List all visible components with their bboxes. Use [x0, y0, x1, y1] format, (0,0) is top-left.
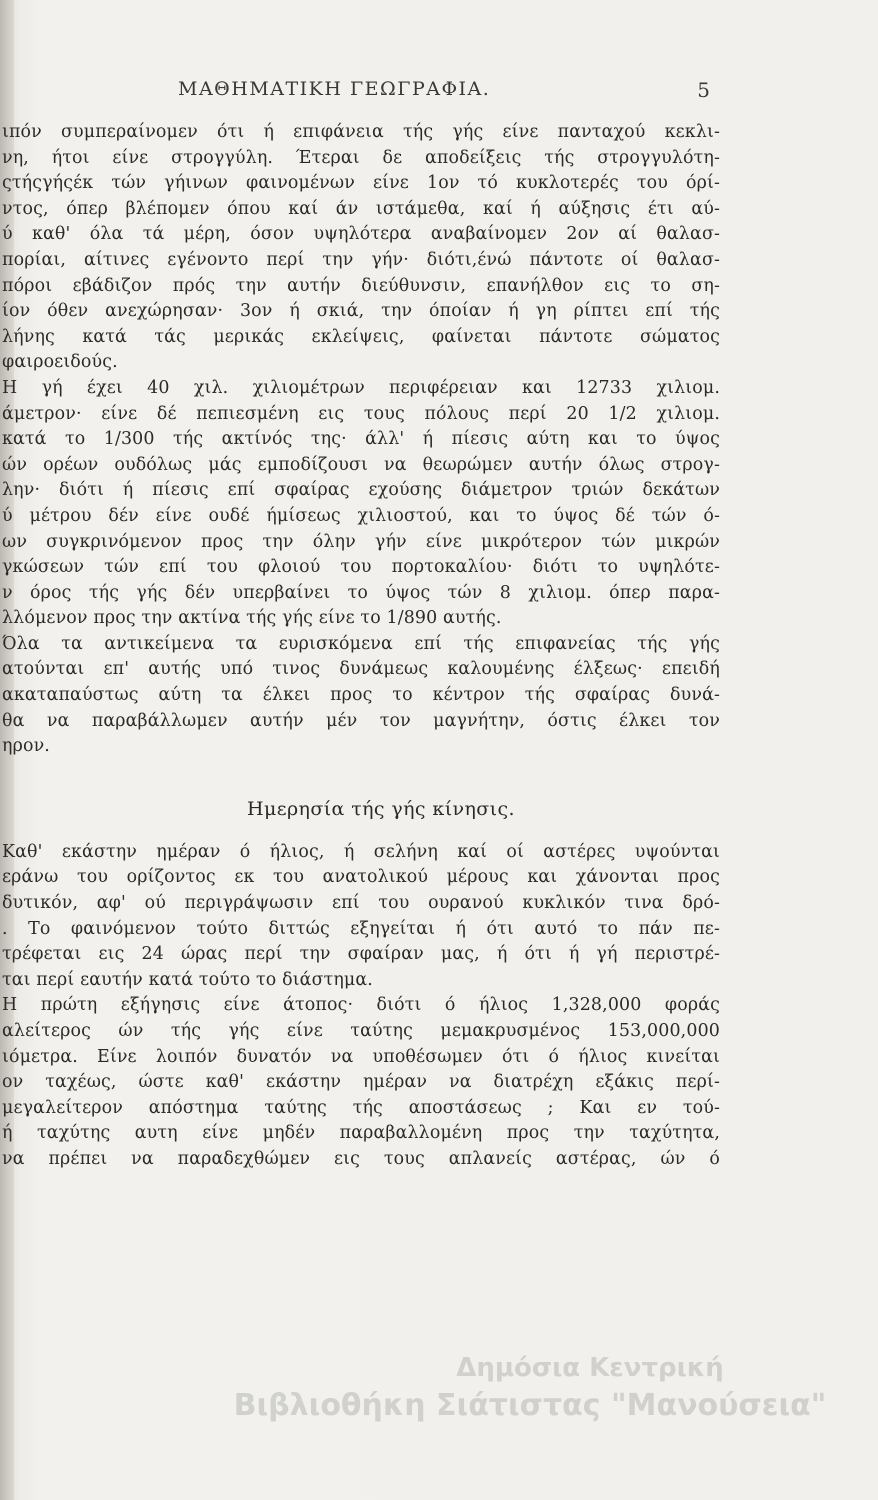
text-line: ύ καθ' όλα τά μέρη, όσον υψηλότερα αναβαίνομεν 2ον αί θαλασ-: [2, 224, 720, 245]
page-header: [0, 78, 878, 108]
text-line: πορίαι, αίτινες εγένοντο περί την γήν· διότι,ένώ πάντοτε οί θαλασ-: [2, 249, 720, 270]
text-line: ακαταπαύστως αύτη τα έλκει προς το κέντρον τής σφαίρας δυνά-: [2, 685, 720, 706]
text-line: ύ μέτρου δέν είνε ουδέ ήμίσεως χιλιοστού, και το ύψος δέ τών ό-: [2, 505, 720, 526]
text-line: ιόμετρα. Είνε λοιπόν δυνατόν να υποθέσωμεν ότι ό ήλιος κινείται: [2, 1046, 720, 1067]
text-line: γκώσεων τών επί του φλοιού του πορτοκαλίου· διότι το υψηλότε-: [2, 557, 720, 578]
paragraph-1: [2, 120, 720, 376]
text-line: ται περί εαυτήν κατά τούτο το διάστημα.: [2, 969, 373, 990]
text-line: μεγαλείτερον απόστημα ταύτης τής αποστάσεως ; Και εν τού-: [2, 1097, 720, 1118]
text-line: λλόμενον προς την ακτίνα τής γής είνε το 1/890 αυτής.: [2, 608, 502, 629]
text-line: Η γή έχει 40 χιλ. χιλιομέτρων περιφέρειαν και 12733 χιλιομ.: [2, 377, 720, 398]
text-line: Καθ' εκάστην ημέραν ό ήλιος, ή σελήνη καί οί αστέρες υψούνται: [2, 841, 720, 862]
text-line: αλείτερος ών τής γής είνε ταύτης μεμακρυσμένος 153,000,000: [2, 1021, 720, 1041]
paragraph-4: [2, 840, 720, 994]
text-line: ή ταχύτης αυτη είνε μηδέν παραβαλλομένη προς την ταχύτητα,: [2, 1123, 720, 1144]
text-line: κατά το 1/300 τής ακτίνός της· άλλ' ή πίεσις αύτη και το ύψος: [2, 429, 720, 450]
text-line: ών ορέων ουδόλως μάς εμποδίζουσι να θεωρώμεν αυτήν όλως στρογ-: [2, 454, 720, 475]
text-line: πόροι εβάδιζον πρός την αυτήν διεύθυνσιν, επανήλθον εις το ση-: [2, 275, 720, 296]
text-line: ν όρος τής γής δέν υπερβαίνει το ύψος τών 8 χιλιομ. όπερ παρα-: [2, 582, 720, 603]
text-line: φαιροειδούς.: [2, 352, 118, 373]
text-line: ίον όθεν ανεχώρησαν· 3ον ή σκιά, την όποίαν ή γη ρίπτει επί τής: [2, 301, 720, 322]
library-watermark: [200, 1352, 860, 1428]
paragraph-5: [2, 993, 720, 1172]
text-line: δυτικόν, αφ' ού περιγράψωσιν επί του ουρανού κυκλικόν τινα δρό-: [2, 893, 720, 914]
running-title: ΜΑΘΗΜΑΤΙΚΗ ΓΕΩΓΡΑΦΙΑ.: [178, 78, 491, 100]
watermark-line-1: Δημόσια Κεντρική: [456, 1353, 724, 1383]
text-line: ηρον.: [2, 736, 50, 757]
text-line: εράνω του ορίζοντος εκ του ανατολικού μέρους και χάνονται προς: [2, 867, 720, 888]
text-line: ιπόν συμπεραίνομεν ότι ή επιφάνεια τής γής είνε πανταχού κεκλι-: [2, 122, 720, 142]
text-line: να πρέπει να παραδεχθώμεν εις τους απλανείς αστέρας, ών ό: [2, 1148, 720, 1169]
paragraph-2: [2, 376, 720, 632]
text-line: τρέφεται εις 24 ώρας περί την σφαίραν μας, ή ότι ή γή περιστρέ-: [2, 944, 720, 965]
text-line: θα να παραβάλλωμεν αυτήν μέν τον μαγνήτην, όστις έλκει τον: [2, 710, 720, 731]
body-text: [2, 120, 720, 1173]
text-line: λην· διότι ή πίεσις επί σφαίρας εχούσης διάμετρον τριών δεκάτων: [2, 480, 720, 501]
text-line: άμετρον· είνε δέ πεπιεσμένη εις τους πόλους περί 20 1/2 χιλιομ.: [2, 403, 720, 424]
text-line: ατούνται επ' αυτής υπό τινος δυνάμεως καλουμένης έλξεως· επειδή: [2, 659, 720, 680]
paragraph-3: [2, 632, 720, 760]
text-line: . Το φαινόμενον τούτο διττώς εξηγείται ή ότι αυτό το πάν πε-: [2, 918, 720, 939]
page-number: 5: [697, 78, 710, 102]
text-line: ον ταχέως, ώστε καθ' εκάστην ημέραν να διατρέχη εξάκις περί-: [2, 1072, 720, 1093]
watermark-line-2: Βιβλιοθήκη Σιάτιστας "Μανούσεια": [233, 1388, 827, 1423]
text-line: ςτήςγήςέκ τών γήινων φαινομένων είνε 1ον τό κυκλοτερές του όρί-: [2, 173, 720, 194]
text-line: ντος, όπερ βλέπομεν όπου καί άν ιστάμεθα, καί ή αύξησις έτι αύ-: [2, 198, 720, 219]
section-heading: Ημερησία τής γής κίνησις.: [247, 797, 515, 820]
text-line: Η πρώτη εξήγησις είνε άτοπος· διότι ό ήλιος 1,328,000 φοράς: [2, 995, 720, 1016]
text-line: νη, ήτοι είνε στρογγύλη. Έτεραι δε αποδείξεις τής στρογγυλότη-: [2, 147, 720, 168]
text-line: Όλα τα αντικείμενα τα ευρισκόμενα επί τής επιφανείας τής γής: [2, 633, 720, 654]
text-line: λήνης κατά τάς μερικάς εκλείψεις, φαίνεται πάντοτε σώματος: [2, 326, 720, 347]
text-line: ων συγκρινόμενον προς την όλην γήν είνε μικρότερον τών μικρών: [2, 531, 720, 552]
